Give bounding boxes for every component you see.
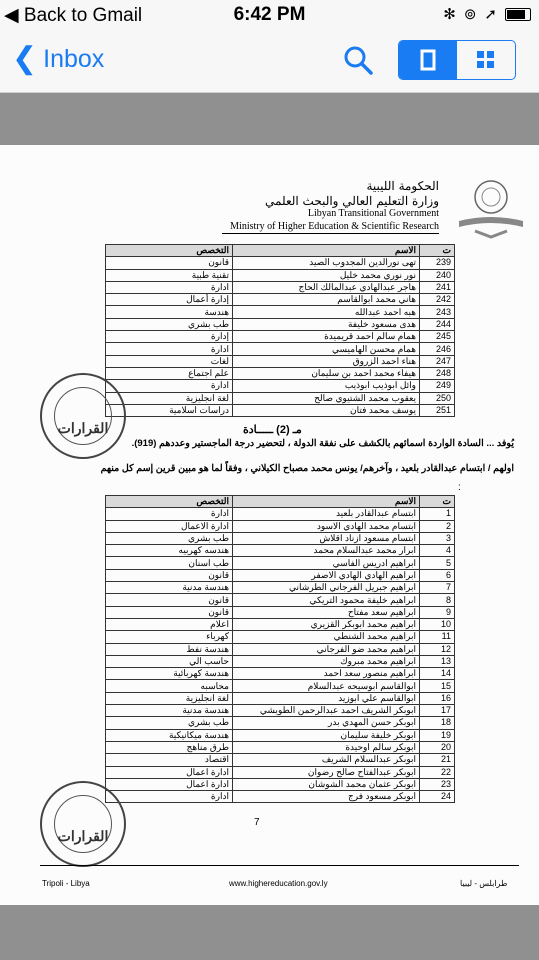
cell-num: 251 bbox=[420, 404, 455, 416]
table-row bbox=[106, 557, 455, 569]
header-english-ministry: Ministry of Higher Education & Scientific Research bbox=[230, 221, 439, 232]
table2-body bbox=[106, 508, 455, 803]
status-time: 6:42 PM bbox=[233, 4, 306, 25]
cell-spec: ادارة bbox=[106, 508, 233, 520]
table-row bbox=[106, 367, 455, 379]
section-heading: مـ (2) ـــــادة bbox=[243, 424, 302, 436]
cell-name: ابتسام عبدالقادر بلعيد bbox=[233, 508, 420, 520]
table-row bbox=[106, 618, 455, 630]
footer-divider bbox=[40, 865, 519, 866]
decision-paragraph-2: اولهم / ابتسام عبدالقادر بلعيد ، وآخرهم/ يونس محمد مصباح الكيلاني ، وفقاً لما هو مبين قرين إسم كل منهم bbox=[100, 463, 514, 474]
cell-name: ابوبكر مسعود فرج bbox=[233, 791, 420, 803]
col-num-header: ت bbox=[420, 245, 455, 257]
cell-name: ابراهيم خليفة محمود التريكي bbox=[233, 594, 420, 606]
back-to-gmail-link[interactable]: ◀ Back to Gmail bbox=[4, 5, 143, 26]
cell-name: يعقوب محمد الشتيوي صالح bbox=[233, 392, 420, 404]
cell-num: 22 bbox=[420, 766, 455, 778]
table-row bbox=[106, 343, 455, 355]
view-toggle[interactable] bbox=[398, 40, 516, 80]
colon-mark: : bbox=[458, 482, 461, 493]
cell-name: ابرار محمد عبدالسلام محمد bbox=[233, 545, 420, 557]
cell-name: ابراهيم الهادي الهادي الاصفر bbox=[233, 569, 420, 581]
table-row bbox=[106, 355, 455, 367]
col-spec-header: التخصص bbox=[106, 496, 233, 508]
cell-spec: ادارة اعمال bbox=[106, 766, 233, 778]
col-num-header: ت bbox=[420, 496, 455, 508]
cell-name: ابراهيم محمد الشنطي bbox=[233, 631, 420, 643]
table-row bbox=[106, 766, 455, 778]
cell-num: 14 bbox=[420, 668, 455, 680]
table-row bbox=[106, 318, 455, 330]
cell-name: هاني محمد ابوالقاسم bbox=[233, 294, 420, 306]
letterbox-bottom bbox=[0, 905, 539, 960]
nav-bar bbox=[0, 30, 539, 93]
cell-name: هيفاء محمد احمد بن سليمان bbox=[233, 367, 420, 379]
cell-spec: ادارة bbox=[106, 380, 233, 392]
table-row bbox=[106, 606, 455, 618]
cell-num: 250 bbox=[420, 392, 455, 404]
cell-spec: طرق مناهج bbox=[106, 741, 233, 753]
header-arabic-ministry: وزارة التعليم العالي والبحث العلمي bbox=[265, 194, 439, 208]
table-row bbox=[106, 655, 455, 667]
cell-name: وائل ابوذيب ابوذيب bbox=[233, 380, 420, 392]
table-row bbox=[106, 705, 455, 717]
table-row bbox=[106, 545, 455, 557]
cell-spec: طب اسنان bbox=[106, 557, 233, 569]
cell-num: 7 bbox=[420, 582, 455, 594]
cell-spec: ادارة اعمال bbox=[106, 778, 233, 790]
table-row bbox=[106, 778, 455, 790]
table-row bbox=[106, 594, 455, 606]
cell-num: 4 bbox=[420, 545, 455, 557]
cell-num: 249 bbox=[420, 380, 455, 392]
nominees-table-2 bbox=[105, 495, 455, 803]
cell-num: 16 bbox=[420, 692, 455, 704]
cell-spec: هندسة ميكانيكية bbox=[106, 729, 233, 741]
cell-spec: ادارة bbox=[106, 343, 233, 355]
inbox-label: Inbox bbox=[43, 44, 105, 73]
stamp-text: القرارات bbox=[57, 420, 109, 436]
cell-num: 242 bbox=[420, 294, 455, 306]
cell-spec: قانون bbox=[106, 594, 233, 606]
cell-spec: هندسه كهربيه bbox=[106, 545, 233, 557]
cell-name: هاجر عبدالهادي عبدالمالك الحاج bbox=[233, 281, 420, 293]
cell-num: 17 bbox=[420, 705, 455, 717]
header-arabic-gov: الحكومة الليبية bbox=[366, 179, 439, 193]
footer-website: www.highereducation.gov.ly bbox=[229, 879, 328, 888]
table-row bbox=[106, 582, 455, 594]
cell-num: 24 bbox=[420, 791, 455, 803]
table-row bbox=[106, 532, 455, 544]
cell-spec: لغة انجليزية bbox=[106, 692, 233, 704]
cell-name: ابراهيم جبريل الفرجاني الطرشاني bbox=[233, 582, 420, 594]
search-icon[interactable] bbox=[342, 44, 374, 76]
cell-spec: قانون bbox=[106, 606, 233, 618]
lock-rotation-icon: ⊚ bbox=[463, 6, 477, 23]
header-divider bbox=[222, 233, 439, 234]
grid-view-button[interactable] bbox=[457, 41, 515, 79]
cell-num: 239 bbox=[420, 257, 455, 269]
table-row bbox=[106, 508, 455, 520]
back-chevron-icon: ❮ bbox=[12, 42, 38, 75]
status-icons bbox=[443, 5, 531, 23]
table-row bbox=[106, 520, 455, 532]
cell-name: ابراهيم منصور سعد احمد bbox=[233, 668, 420, 680]
header-english-gov: Libyan Transitional Government bbox=[307, 208, 439, 219]
cell-spec: قانون bbox=[106, 569, 233, 581]
letterbox-top bbox=[0, 93, 539, 145]
cell-name: هدى مسعود خليفة bbox=[233, 318, 420, 330]
cell-spec: دراسات اسلامية bbox=[106, 404, 233, 416]
cell-spec: ادارة bbox=[106, 281, 233, 293]
official-stamp-2 bbox=[40, 781, 126, 867]
col-name-header: الاسم bbox=[233, 245, 420, 257]
col-spec-header: التخصص bbox=[106, 245, 233, 257]
table-row bbox=[106, 306, 455, 318]
cell-num: 20 bbox=[420, 741, 455, 753]
activity-icon: ✻ bbox=[443, 6, 456, 23]
cell-name: نور نوري محمد خليل bbox=[233, 269, 420, 281]
table-row bbox=[106, 692, 455, 704]
table-row bbox=[106, 404, 455, 416]
cell-spec: هندسة مدنية bbox=[106, 705, 233, 717]
table-row bbox=[106, 380, 455, 392]
cell-spec: هندسة bbox=[106, 306, 233, 318]
cell-num: 240 bbox=[420, 269, 455, 281]
table-header-row bbox=[106, 245, 455, 257]
cell-num: 19 bbox=[420, 729, 455, 741]
cell-spec: تقنية طبية bbox=[106, 269, 233, 281]
cell-name: ابتسام مسعود ازناد اقلاش bbox=[233, 532, 420, 544]
single-page-icon bbox=[420, 49, 436, 71]
cell-num: 247 bbox=[420, 355, 455, 367]
cell-name: ابوالقاسم علي ابوزيد bbox=[233, 692, 420, 704]
table-row bbox=[106, 269, 455, 281]
cell-spec: طب بشري bbox=[106, 532, 233, 544]
cell-name: همام محسن الهاميسي bbox=[233, 343, 420, 355]
table-row bbox=[106, 717, 455, 729]
cell-name: ابراهيم محمد ضو الفرجاني bbox=[233, 643, 420, 655]
cell-num: 243 bbox=[420, 306, 455, 318]
back-to-gmail-label: Back to Gmail bbox=[23, 5, 143, 26]
cell-num: 2 bbox=[420, 520, 455, 532]
table-row bbox=[106, 791, 455, 803]
cell-spec: اقتصاد bbox=[106, 754, 233, 766]
location-icon: ➚ bbox=[484, 6, 497, 23]
cell-name: ابوبكر عبدالسلام الشريف bbox=[233, 754, 420, 766]
table-row bbox=[106, 643, 455, 655]
cell-num: 241 bbox=[420, 281, 455, 293]
cell-num: 3 bbox=[420, 532, 455, 544]
cell-spec: طب بشري bbox=[106, 318, 233, 330]
cell-name: ابوبكر سالم اوحيدة bbox=[233, 741, 420, 753]
stamp-text: القرارات bbox=[57, 828, 109, 844]
table-row bbox=[106, 257, 455, 269]
cell-name: ابوالقاسم ابوسيحه عبدالسلام bbox=[233, 680, 420, 692]
status-bar bbox=[0, 0, 539, 30]
cell-spec: إدارة أعمال bbox=[106, 294, 233, 306]
table-row bbox=[106, 631, 455, 643]
cell-spec: طب بشري bbox=[106, 717, 233, 729]
cell-name: ابوبكر خليفة سليمان bbox=[233, 729, 420, 741]
cell-name: ابوبكر حسن المهدي بدر bbox=[233, 717, 420, 729]
table-row bbox=[106, 392, 455, 404]
table-row bbox=[106, 741, 455, 753]
cell-spec: حاسب الي bbox=[106, 655, 233, 667]
cell-name: تهى نورالدين المجدوب الصيد bbox=[233, 257, 420, 269]
cell-name: ابوبكر عبدالفتاح صالح رضوان bbox=[233, 766, 420, 778]
cell-spec: محاسبه bbox=[106, 680, 233, 692]
cell-num: 13 bbox=[420, 655, 455, 667]
ministry-logo-icon bbox=[455, 173, 527, 239]
cell-name: هناء احمد الزروق bbox=[233, 355, 420, 367]
cell-num: 15 bbox=[420, 680, 455, 692]
cell-name: ابراهيم محمد ابوبكر القزيري bbox=[233, 618, 420, 630]
cell-num: 21 bbox=[420, 754, 455, 766]
cell-spec: لغات bbox=[106, 355, 233, 367]
document-page bbox=[0, 145, 539, 905]
col-name-header: الاسم bbox=[233, 496, 420, 508]
cell-name: ابوبكر الشريف احمد عبدالرحمن الطويشي bbox=[233, 705, 420, 717]
cell-num: 9 bbox=[420, 606, 455, 618]
decision-paragraph: يُوفد ... السادة الواردة اسمائهم بالكشف على نفقة الدولة ، لتحضير درجة الماجستير وعددهم (919). bbox=[131, 438, 514, 449]
cell-num: 245 bbox=[420, 331, 455, 343]
single-page-view-button[interactable] bbox=[399, 41, 457, 79]
cell-num: 18 bbox=[420, 717, 455, 729]
cell-spec: هندسة كهربائية bbox=[106, 668, 233, 680]
cell-num: 246 bbox=[420, 343, 455, 355]
cell-num: 248 bbox=[420, 367, 455, 379]
table-row bbox=[106, 331, 455, 343]
cell-spec: ادارة الاعمال bbox=[106, 520, 233, 532]
page-number: 7 bbox=[254, 817, 260, 828]
table-row bbox=[106, 668, 455, 680]
table1-body bbox=[106, 257, 455, 417]
cell-name: ابوبكر عثمان محمد الشوشان bbox=[233, 778, 420, 790]
cell-num: 12 bbox=[420, 643, 455, 655]
cell-spec: هندسة مدنية bbox=[106, 582, 233, 594]
cell-num: 10 bbox=[420, 618, 455, 630]
cell-spec: علم اجتماع bbox=[106, 367, 233, 379]
cell-num: 6 bbox=[420, 569, 455, 581]
cell-num: 1 bbox=[420, 508, 455, 520]
cell-name: يوسف محمد فتان bbox=[233, 404, 420, 416]
cell-num: 8 bbox=[420, 594, 455, 606]
cell-name: ابتسام محمد الهادي الاسود bbox=[233, 520, 420, 532]
table-row bbox=[106, 294, 455, 306]
cell-spec: اعلام bbox=[106, 618, 233, 630]
table-header-row bbox=[106, 496, 455, 508]
battery-icon bbox=[505, 8, 531, 21]
inbox-back-button[interactable] bbox=[12, 44, 104, 74]
cell-spec: هندسة نفط bbox=[106, 643, 233, 655]
cell-num: 244 bbox=[420, 318, 455, 330]
cell-num: 5 bbox=[420, 557, 455, 569]
cell-num: 23 bbox=[420, 778, 455, 790]
cell-spec: إدارة bbox=[106, 331, 233, 343]
cell-spec: ادارة bbox=[106, 791, 233, 803]
grid-icon bbox=[475, 49, 497, 71]
table-row bbox=[106, 569, 455, 581]
table-row bbox=[106, 680, 455, 692]
footer-left: Tripoli - Libya bbox=[42, 879, 90, 888]
cell-name: هبه احمد عبدالله bbox=[233, 306, 420, 318]
cell-spec: قانون bbox=[106, 257, 233, 269]
cell-name: همام سالم احمد قريميدة bbox=[233, 331, 420, 343]
cell-spec: كهرباء bbox=[106, 631, 233, 643]
cell-name: ابراهيم محمد مبروك bbox=[233, 655, 420, 667]
table-row bbox=[106, 754, 455, 766]
nominees-table-1 bbox=[105, 244, 455, 417]
cell-spec: لغة انجليزية bbox=[106, 392, 233, 404]
cell-name: ابراهيم ادريس الفاسي bbox=[233, 557, 420, 569]
cell-name: ابراهيم سعد مفتاح bbox=[233, 606, 420, 618]
table-row bbox=[106, 281, 455, 293]
table-row bbox=[106, 729, 455, 741]
footer-right: طرابلس - ليبيا bbox=[460, 879, 508, 888]
cell-num: 11 bbox=[420, 631, 455, 643]
